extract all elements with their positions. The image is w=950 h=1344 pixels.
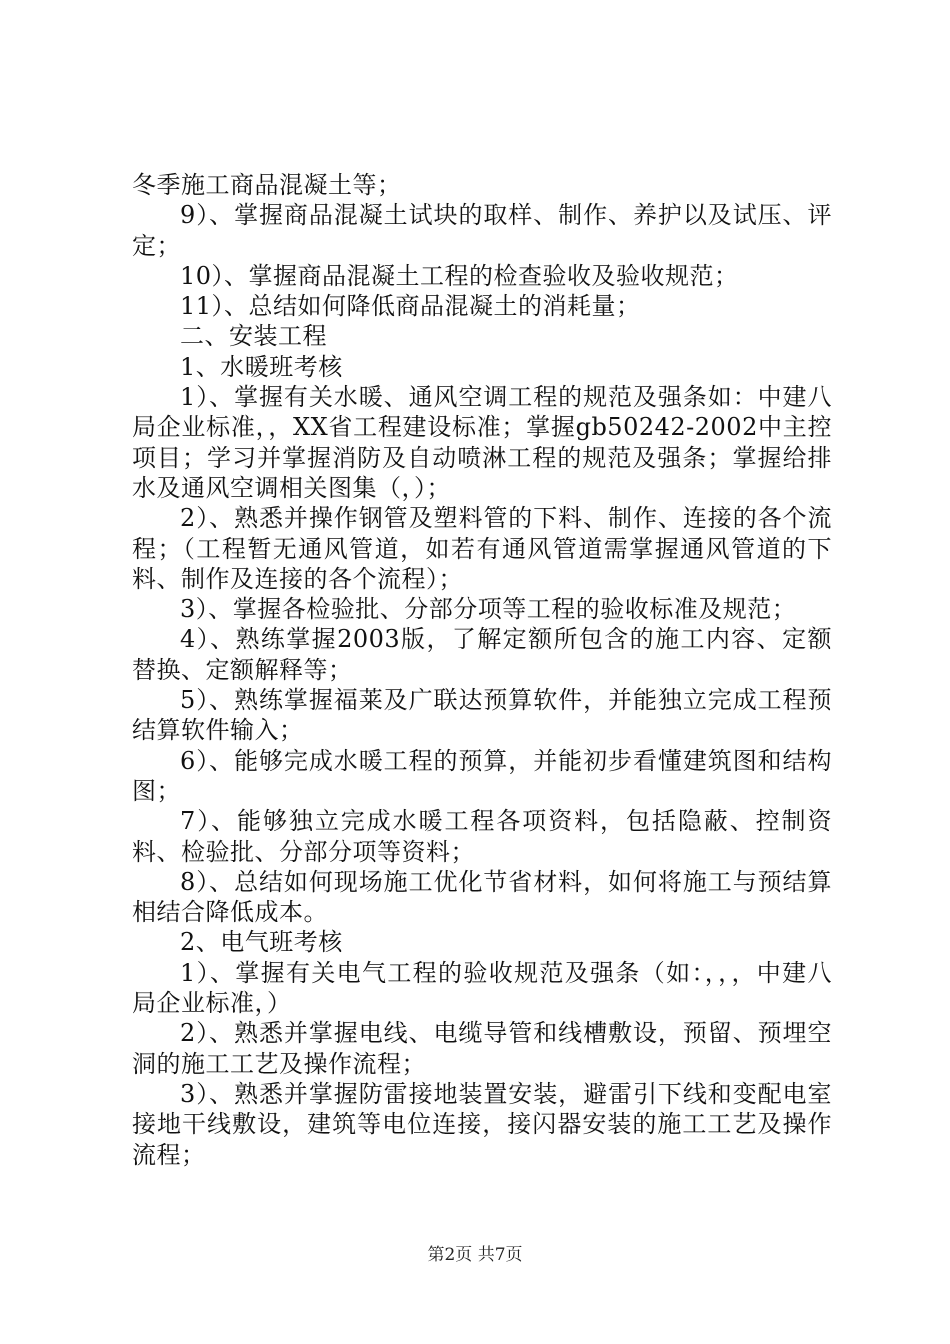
section-heading: 二、安装工程 [180, 322, 327, 351]
paragraph: 3）、熟悉并掌握防雷接地装置安装，避雷引下线和变配电室接地干线敷设，建筑等电位连接，接闪器安装的施工工艺及操作流程； [132, 1079, 832, 1169]
page-number: 第2页 共7页 [427, 1245, 523, 1265]
paragraph: 3）、掌握各检验批、分部分项等工程的验收标准及规范； [180, 595, 797, 624]
paragraph: 1）、掌握有关电气工程的验收规范及强条（如：，，，中建八局企业标准，） [132, 958, 832, 1018]
paragraph: 5）、熟练掌握福莱及广联达预算软件，并能独立完成工程预结算软件输入； [132, 686, 832, 745]
paragraph: 6）、能够完成水暖工程的预算，并能初步看懂建筑图和结构图； [132, 746, 832, 805]
paragraph: 7）、能够独立完成水暖工程各项资料，包括隐蔽、控制资料、检验批、分部分项等资料； [132, 807, 832, 866]
page-footer [0, 1244, 950, 1266]
subsection-heading: 2、电气班考核 [180, 928, 343, 957]
paragraph: 4）、熟练掌握2003版，了解定额所包含的施工内容、定额替换、定额解释等； [132, 625, 832, 684]
paragraph: 8）、总结如何现场施工优化节省材料，如何将施工与预结算相结合降低成本。 [132, 867, 832, 927]
document-body [132, 170, 832, 1170]
paragraph: 2）、熟悉并掌握电线、电缆导管和线槽敷设，预留、预埋空洞的施工工艺及操作流程； [132, 1019, 832, 1078]
paragraph: 11）、总结如何降低商品混凝土的消耗量； [180, 292, 641, 321]
subsection-heading: 1、水暖班考核 [180, 352, 343, 381]
paragraph: 冬季施工商品混凝土等； [132, 171, 402, 199]
paragraph: 1）、掌握有关水暖、通风空调工程的规范及强条如：中建八局企业标准，，XX省工程建设标准；掌握gb50242-2002中主控项目；学习并掌握消防及自动喷淋工程的规范及强条；掌握给排水及通风空调相关图集（，）； [132, 383, 832, 502]
paragraph: 2）、熟悉并操作钢管及塑料管的下料、制作、连接的各个流程；（工程暂无通风管道，如若有通风管道需掌握通风管道的下料、制作及连接的各个流程）； [132, 504, 832, 593]
paragraph: 9）、掌握商品混凝土试块的取样、制作、养护以及试压、评定； [132, 201, 832, 260]
paragraph: 10）、掌握商品混凝土工程的检查验收及验收规范； [180, 261, 739, 290]
